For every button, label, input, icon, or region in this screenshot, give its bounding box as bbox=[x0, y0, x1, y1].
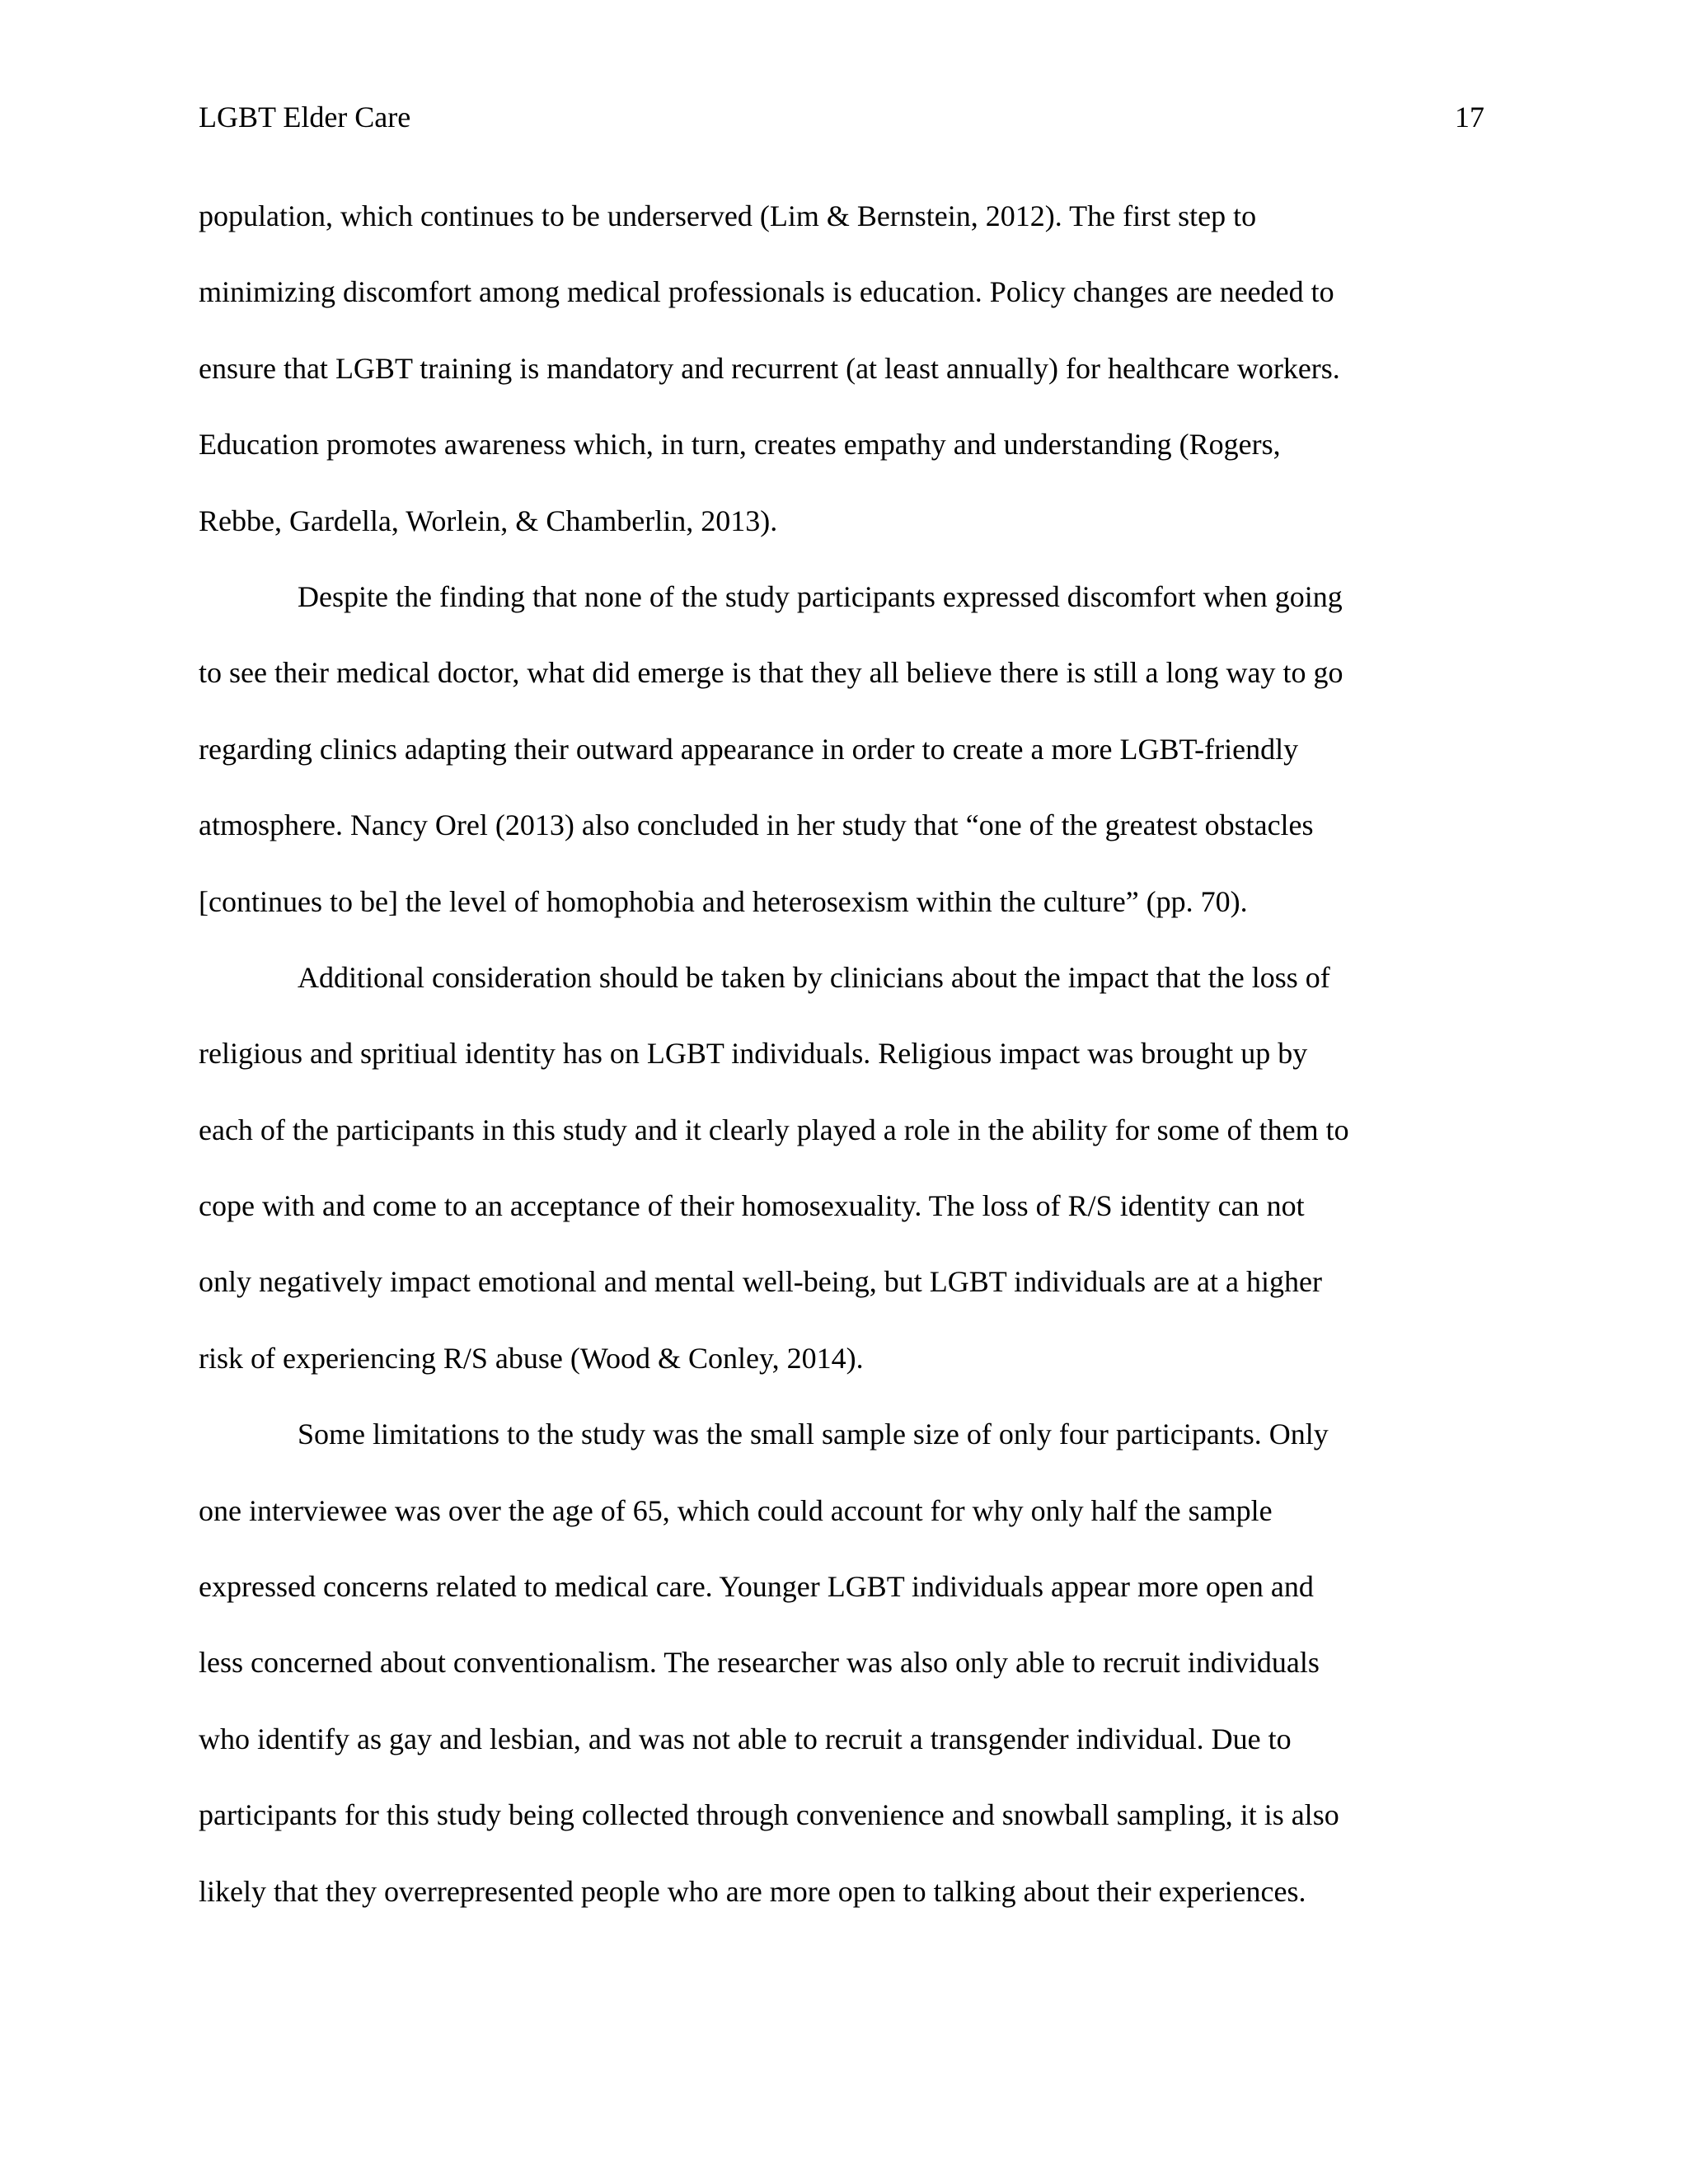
text-line: to see their medical doctor, what did emerge is that they all believe there is still a long way to go bbox=[199, 656, 1343, 690]
text-line: only negatively impact emotional and mental well-being, but LGBT individuals are at a higher bbox=[199, 1265, 1322, 1299]
text-line: cope with and come to an acceptance of their homosexuality. The loss of R/S identity can not bbox=[199, 1189, 1305, 1223]
text-line: participants for this study being collected through convenience and snowball sampling, it is also bbox=[199, 1798, 1339, 1832]
text-line: population, which continues to be underserved (Lim & Bernstein, 2012). The first step to bbox=[199, 199, 1257, 232]
text-line: risk of experiencing R/S abuse (Wood & Conley, 2014). bbox=[199, 1341, 864, 1375]
paragraph-first-line: Despite the finding that none of the study participants expressed discomfort when going bbox=[298, 579, 1343, 613]
text-line: religious and spritiual identity has on LGBT individuals. Religious impact was brought up by bbox=[199, 1037, 1308, 1071]
text-line: minimizing discomfort among medical professionals is education. Policy changes are needed to bbox=[199, 275, 1334, 309]
page-number: 17 bbox=[1455, 101, 1484, 134]
text-line: Education promotes awareness which, in turn, creates empathy and understanding (Rogers, bbox=[199, 428, 1281, 462]
paragraph-first-line: Additional consideration should be taken by clinicians about the impact that the loss of bbox=[298, 960, 1330, 994]
running-head: LGBT Elder Care bbox=[199, 101, 411, 134]
body-text bbox=[199, 196, 1497, 1947]
text-line: less concerned about conventionalism. The researcher was also only able to recruit individuals bbox=[199, 1646, 1320, 1680]
text-line: ensure that LGBT training is mandatory and recurrent (at least annually) for healthcare workers. bbox=[199, 351, 1340, 385]
text-line: each of the participants in this study and it clearly played a role in the ability for some of them to bbox=[199, 1113, 1349, 1146]
text-line: regarding clinics adapting their outward appearance in order to create a more LGBT-friendly bbox=[199, 732, 1299, 766]
text-line: Rebbe, Gardella, Worlein, & Chamberlin, 2013). bbox=[199, 504, 778, 537]
text-line: one interviewee was over the age of 65, which could account for why only half the sample bbox=[199, 1493, 1273, 1527]
text-line: [continues to be] the level of homophobia and heterosexism within the culture” (pp. 70). bbox=[199, 884, 1248, 918]
paragraph-first-line: Some limitations to the study was the small sample size of only four participants. Only bbox=[298, 1418, 1329, 1451]
text-line: atmosphere. Nancy Orel (2013) also concluded in her study that “one of the greatest obstacles bbox=[199, 808, 1314, 842]
text-line: expressed concerns related to medical care. Younger LGBT individuals appear more open and bbox=[199, 1570, 1314, 1604]
text-line: who identify as gay and lesbian, and was not able to recruit a transgender individual. Due to bbox=[199, 1722, 1292, 1755]
text-line: likely that they overrepresented people who are more open to talking about their experiences. bbox=[199, 1874, 1306, 1908]
